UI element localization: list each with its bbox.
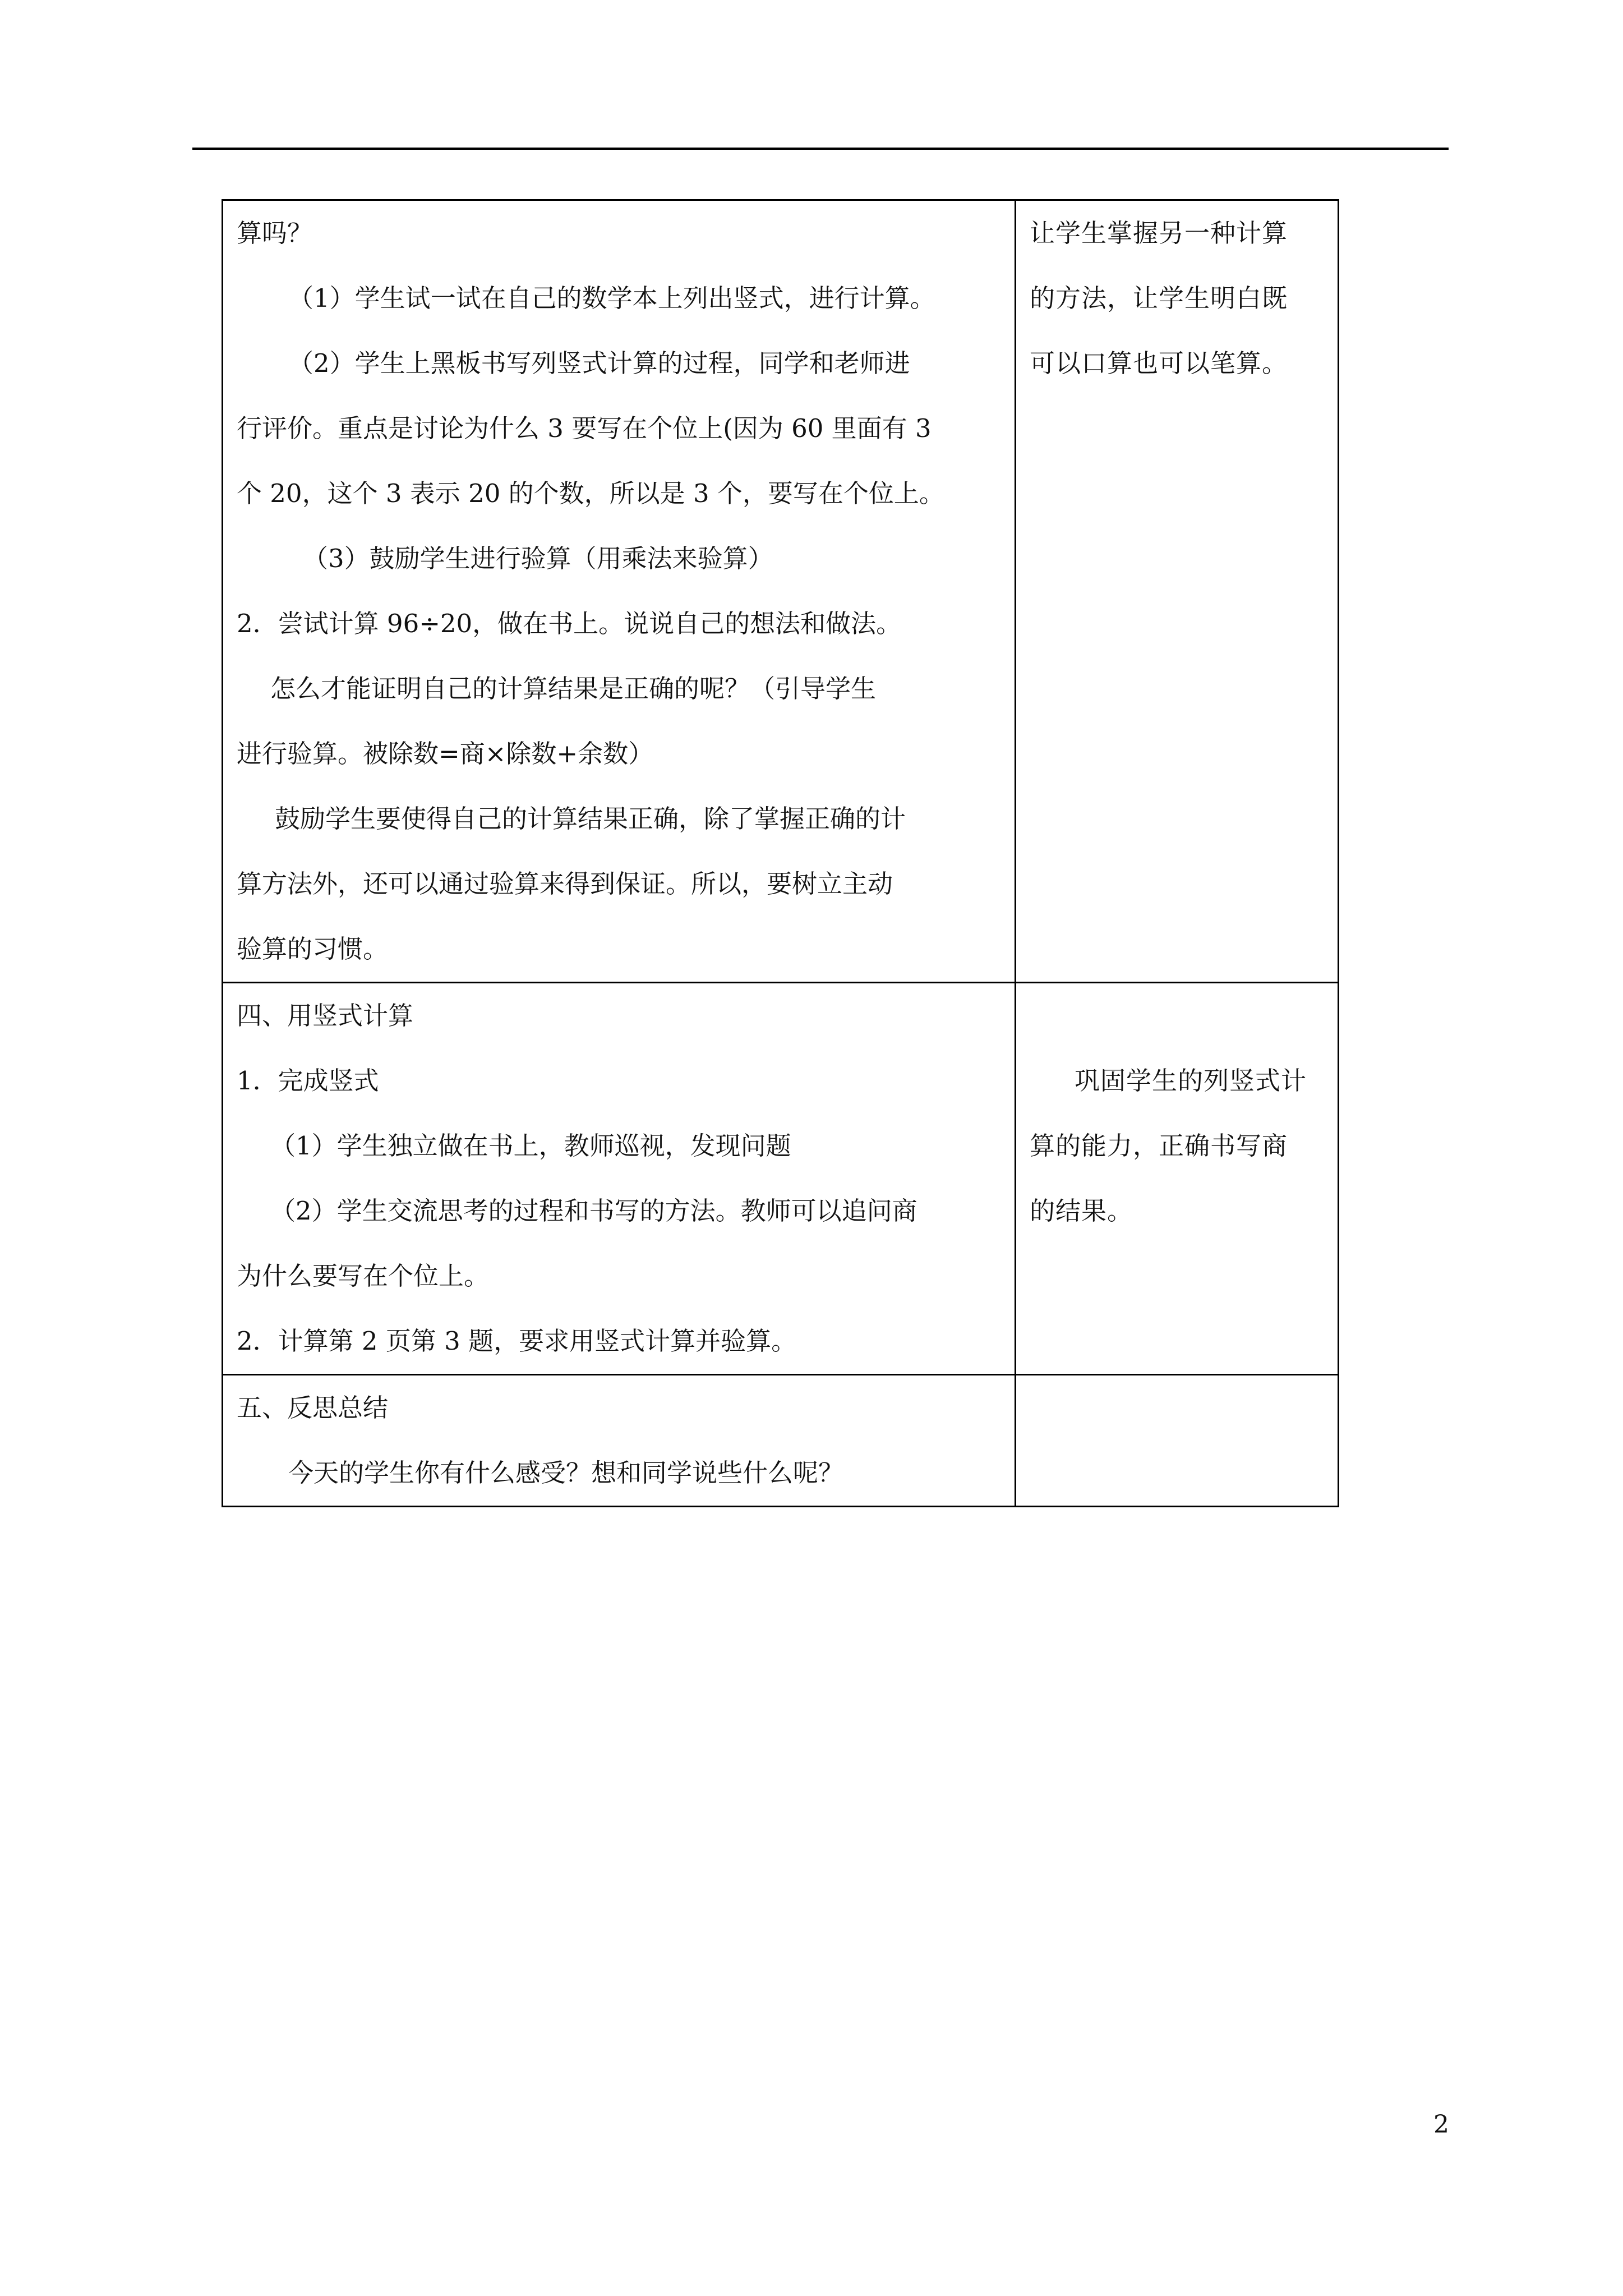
text-line: 为什么要写在个位上。	[237, 1261, 490, 1291]
section-heading: 五、反思总结	[237, 1393, 389, 1423]
text-line: 算吗？	[237, 218, 313, 248]
text-line: 2．尝试计算 96÷20，做在书上。说说自己的想法和做法。	[237, 609, 902, 638]
text-line: 算方法外，还可以通过验算来得到保证。所以，要树立主动	[237, 869, 893, 899]
text-line: 可以口算也可以笔算。	[1030, 348, 1288, 378]
process-cell	[223, 983, 1016, 1375]
section-heading: 四、用竖式计算	[237, 1001, 414, 1030]
text-line: 巩固学生的列竖式计	[1075, 1066, 1307, 1096]
text-line: （2）学生上黑板书写列竖式计算的过程，同学和老师进	[288, 348, 910, 378]
text-line: 算的能力，正确书写商	[1030, 1131, 1288, 1161]
process-cell	[223, 1375, 1016, 1507]
lesson-plan-table	[222, 199, 1339, 1507]
text-line: 行评价。重点是讨论为什么 3 要写在个位上(因为 60 里面有 3	[237, 413, 932, 443]
text-line: 鼓励学生要使得自己的计算结果正确，除了掌握正确的计	[275, 804, 906, 834]
text-line: （1）学生试一试在自己的数学本上列出竖式，进行计算。	[288, 283, 935, 313]
text-line: （1）学生独立做在书上，教师巡视，发现问题	[270, 1131, 791, 1161]
intent-cell	[1016, 1375, 1339, 1507]
text-line: （2）学生交流思考的过程和书写的方法。教师可以追问商	[270, 1196, 917, 1226]
page-number: 2	[1433, 2110, 1449, 2139]
process-cell	[223, 200, 1016, 983]
text-line: 怎么才能证明自己的计算结果是正确的呢？（引导学生	[270, 674, 877, 703]
table-row	[223, 1375, 1339, 1507]
text-line: 个 20，这个 3 表示 20 的个数，所以是 3 个，要写在个位上。	[237, 478, 944, 508]
text-line: 的方法，让学生明白既	[1030, 283, 1288, 313]
table-row	[223, 200, 1339, 983]
header-rule	[192, 148, 1449, 150]
text-line: （3）鼓励学生进行验算（用乘法来验算）	[303, 544, 773, 573]
text-line: 验算的习惯。	[237, 934, 389, 964]
text-line: 2．计算第 2 页第 3 题，要求用竖式计算并验算。	[237, 1326, 797, 1356]
text-line: 进行验算。被除数=商×除数+余数）	[237, 739, 654, 769]
text-line: 1．完成竖式	[237, 1066, 379, 1096]
text-line: 让学生掌握另一种计算	[1030, 218, 1288, 248]
intent-cell	[1016, 200, 1339, 983]
intent-cell	[1016, 983, 1339, 1375]
text-line: 今天的学生你有什么感受？想和同学说些什么呢？	[288, 1458, 844, 1488]
table-row	[223, 983, 1339, 1375]
text-line: 的结果。	[1030, 1196, 1133, 1226]
